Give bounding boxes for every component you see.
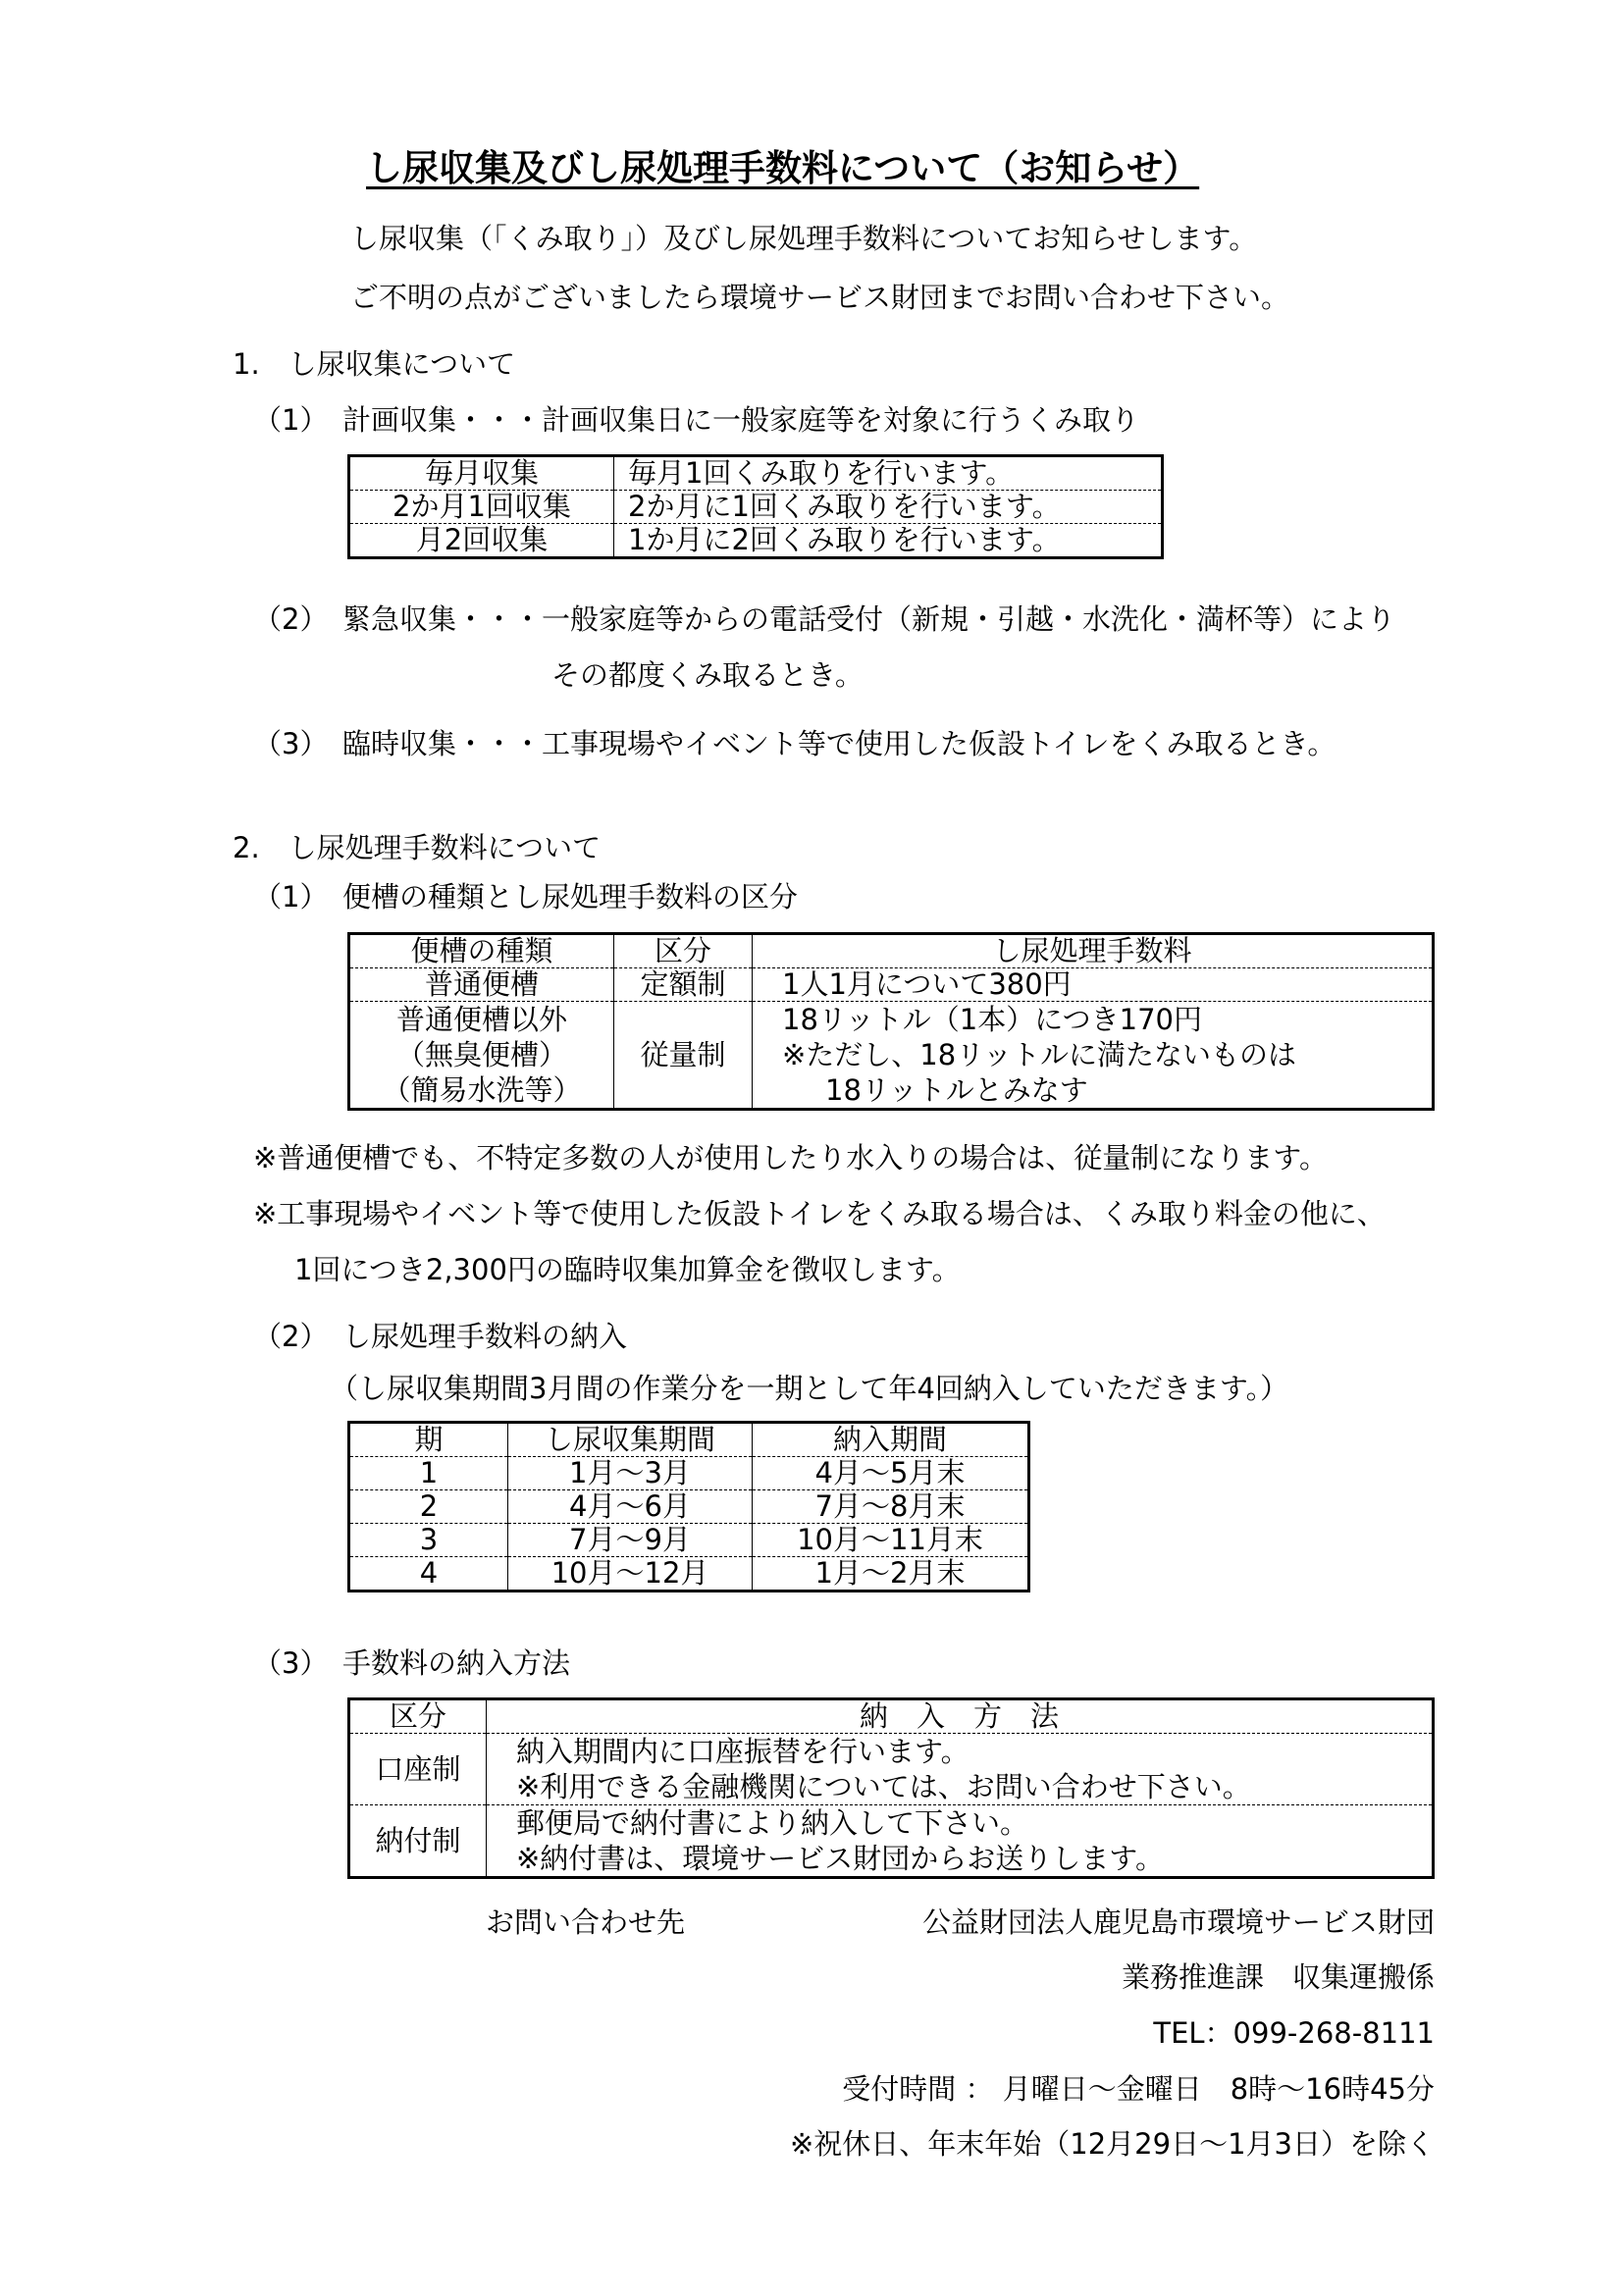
contact-label: お問い合わせ先: [486, 1905, 686, 1939]
method-table: [347, 1697, 1435, 1879]
method-desc: [487, 1734, 1434, 1805]
table-row: [349, 491, 1163, 524]
section1-item2-line2: その都度くみ取るとき。: [551, 658, 864, 692]
fee-amount: 1人1月について380円: [753, 968, 1434, 1002]
fee-amount-line: 18リットル（1本）につき170円: [782, 1003, 1202, 1036]
table-row: [349, 1734, 1434, 1805]
table-row: [349, 456, 1163, 491]
period-number: 1: [349, 1457, 508, 1490]
table-row: [349, 1457, 1029, 1490]
section1-heading: 1. し尿収集について: [233, 347, 516, 381]
contact-dept: 業務推進課 収集運搬係: [1121, 1960, 1435, 1994]
fee-note-3: 1回につき2,300円の臨時収集加算金を徴収します。: [294, 1253, 961, 1286]
fee-class: 従量制: [614, 1002, 753, 1110]
period-table: [347, 1421, 1030, 1592]
collection-desc: 2か月に1回くみ取りを行います。: [614, 491, 1163, 524]
section1-item2-line1: （2） 緊急収集・・・一般家庭等からの電話受付（新規・引越・水洗化・満杯等）により: [253, 602, 1395, 636]
period-number: 3: [349, 1524, 508, 1557]
period-header: し尿収集期間: [508, 1423, 753, 1457]
intro-line-1: し尿収集（「くみ取り」）及びし尿処理手数料についてお知らせします。: [350, 222, 1258, 255]
period-payment: 7月～8月末: [753, 1490, 1029, 1524]
section1-item3: （3） 臨時収集・・・工事現場やイベント等で使用した仮設トイレをくみ取るとき。: [253, 727, 1336, 760]
fee-type: [349, 1002, 614, 1110]
method-header: 区分: [349, 1699, 487, 1734]
period-collection: 1月～3月: [508, 1457, 753, 1490]
method-desc-line: 納入期間内に口座振替を行います。: [516, 1735, 969, 1768]
fee-table: [347, 932, 1435, 1111]
fee-type-line: （簡易水洗等）: [382, 1073, 582, 1107]
contact-holidays: ※祝休日、年末年始（12月29日～1月3日）を除く: [789, 2127, 1435, 2161]
table-row: [349, 934, 1434, 968]
fee-amount-line: ※ただし、18リットルに満たないものは: [782, 1038, 1297, 1071]
method-header: 納 入 方 法: [487, 1699, 1434, 1734]
period-number: 2: [349, 1490, 508, 1524]
collection-table: [347, 454, 1164, 559]
period-payment: 4月～5月末: [753, 1457, 1029, 1490]
fee-class: 定額制: [614, 968, 753, 1002]
fee-note-1: ※普通便槽でも、不特定多数の人が使用したり水入りの場合は、従量制になります。: [253, 1141, 1328, 1174]
contact-hours: 受付時間 ： 月曜日～金曜日 8時～16時45分: [842, 2072, 1435, 2106]
table-row: [349, 1805, 1434, 1878]
section2-item3: （3） 手数料の納入方法: [253, 1646, 570, 1680]
fee-header-class: 区分: [614, 934, 753, 968]
section2-heading: 2. し尿処理手数料について: [233, 831, 602, 864]
collection-desc: 毎月1回くみ取りを行います。: [614, 456, 1163, 491]
fee-note-2: ※工事現場やイベント等で使用した仮設トイレをくみ取る場合は、くみ取り料金の他に、: [253, 1197, 1386, 1230]
section2-item2: （2） し尿処理手数料の納入: [253, 1320, 627, 1353]
period-collection: 4月～6月: [508, 1490, 753, 1524]
fee-amount: [753, 1002, 1434, 1110]
intro-line-2: ご不明の点がございましたら環境サービス財団までお問い合わせ下さい。: [350, 281, 1290, 314]
table-row: [349, 1490, 1029, 1524]
period-number: 4: [349, 1557, 508, 1592]
method-desc-line: ※利用できる金融機関については、お問い合わせ下さい。: [516, 1770, 1251, 1803]
table-row: [349, 1699, 1434, 1734]
method-desc-line: 郵便局で納付書により納入して下さい。: [516, 1806, 1029, 1840]
period-header: 納入期間: [753, 1423, 1029, 1457]
table-row: [349, 524, 1163, 558]
fee-header-type: 便槽の種類: [349, 934, 614, 968]
method-type: 納付制: [349, 1805, 487, 1878]
fee-amount-line: 18リットルとみなす: [825, 1073, 1088, 1107]
section2-item1: （1） 便槽の種類とし尿処理手数料の区分: [253, 880, 798, 913]
method-desc: [487, 1805, 1434, 1878]
method-desc-line: ※納付書は、環境サービス財団からお送りします。: [516, 1842, 1164, 1875]
table-row: [349, 1002, 1434, 1110]
collection-desc: 1か月に2回くみ取りを行います。: [614, 524, 1163, 558]
table-row: [349, 1524, 1029, 1557]
collection-type: 月2回収集: [349, 524, 614, 558]
contact-org: 公益財団法人鹿児島市環境サービス財団: [921, 1905, 1435, 1939]
collection-type: 2か月1回収集: [349, 491, 614, 524]
period-collection: 7月～9月: [508, 1524, 753, 1557]
table-row: [349, 968, 1434, 1002]
fee-type-line: 普通便槽以外: [395, 1003, 567, 1036]
fee-type-line: （無臭便槽）: [395, 1038, 567, 1071]
period-payment: 1月～2月末: [753, 1557, 1029, 1592]
fee-type: 普通便槽: [349, 968, 614, 1002]
period-header: 期: [349, 1423, 508, 1457]
section1-item1: （1） 計画収集・・・計画収集日に一般家庭等を対象に行うくみ取り: [253, 403, 1139, 437]
collection-type: 毎月収集: [349, 456, 614, 491]
method-type: 口座制: [349, 1734, 487, 1805]
contact-tel: TEL：099-268-8111: [1153, 2016, 1435, 2050]
period-collection: 10月～12月: [508, 1557, 753, 1592]
page-title: し尿収集及びし尿処理手数料について（お知らせ）: [366, 147, 1200, 189]
table-row: [349, 1557, 1029, 1592]
fee-header-fee: し尿処理手数料: [753, 934, 1434, 968]
section2-item2-note: （し尿収集期間3月間の作業分を一期として年4回納入していただきます。）: [330, 1372, 1289, 1405]
table-row: [349, 1423, 1029, 1457]
period-payment: 10月～11月末: [753, 1524, 1029, 1557]
